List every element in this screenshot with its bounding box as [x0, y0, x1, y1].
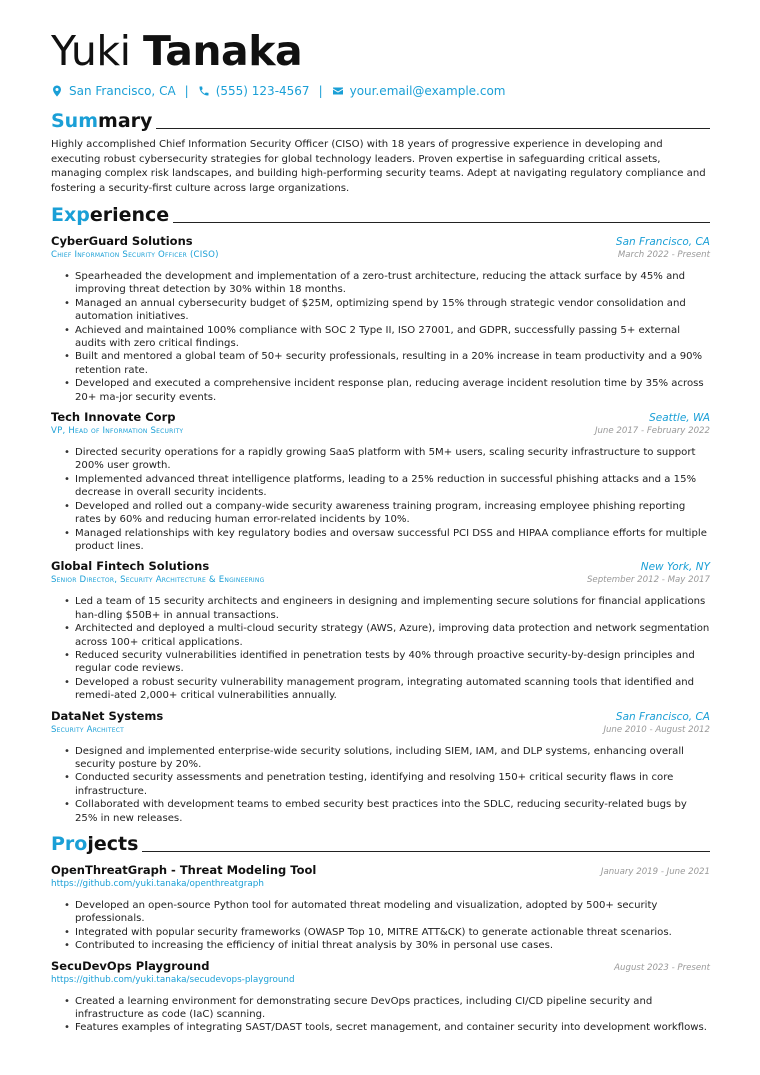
experience-entry — [51, 709, 710, 825]
job-location: New York, NY — [640, 561, 710, 574]
list-item: • Managed relationships with key regulatory bodies and oversaw successful PCI DSS and HIPAA compliance efforts for multiple product lines. — [64, 527, 710, 554]
list-item: • Developed a robust security vulnerability management program, integrating automated scanning tools that identified and remedi-ated 2,000+ critical vulnerabilities annually. — [64, 676, 710, 703]
last-name: Tanaka — [143, 27, 303, 75]
job-dates: June 2017 - February 2022 — [594, 426, 710, 437]
contact-separator: | — [184, 84, 189, 98]
job-title: Chief Information Security Officer (CISO) — [51, 250, 219, 260]
list-item: • Integrated with popular security frameworks (OWASP Top 10, MITRE ATT&CK) to generate actionable threat scenarios. — [64, 926, 710, 939]
list-item: • Contributed to increasing the efficiency of initial threat analysis by 30% in personal use cases. — [64, 939, 710, 952]
experience-entry — [51, 410, 710, 553]
location-pin-icon — [51, 85, 63, 97]
list-item: • Spearheaded the development and implementation of a zero-trust architecture, reducing the attack surface by 45% and improving threat detection by 30% within 18 months. — [64, 270, 710, 297]
location-text: San Francisco, CA — [69, 84, 176, 98]
contact-phone[interactable] — [198, 82, 310, 100]
summary-heading — [51, 110, 710, 132]
project-dates: August 2023 - Present — [614, 962, 710, 973]
list-item: • Managed an annual cybersecurity budget of $25M, optimizing spend by 15% through strategic vendor consolidation and automation initiatives. — [64, 297, 710, 324]
experience-title-rest: erience — [89, 204, 170, 226]
list-item: • Conducted security assessments and penetration testing, identifying and resolving 150+ critical security flaws in core infrastructure. — [64, 771, 710, 798]
list-item: • Features examples of integrating SAST/DAST tools, secret management, and container security into development workflows. — [64, 1021, 710, 1034]
job-dates: March 2022 - Present — [617, 250, 710, 260]
project-link[interactable]: https://github.com/yuki.tanaka/secudevops-playground — [51, 974, 295, 985]
company-name: Tech Innovate Corp — [51, 410, 176, 425]
resume-page — [51, 26, 710, 1035]
experience-title-highlight: Exp — [51, 204, 90, 226]
projects-heading — [51, 833, 710, 855]
contact-email[interactable] — [332, 82, 506, 100]
list-item: • Developed an open-source Python tool for automated threat modeling and visualization, adopted by 500+ security professionals. — [64, 899, 710, 926]
projects-title-rest: jects — [87, 833, 139, 855]
achievement-list — [64, 745, 710, 825]
job-title: Security Architect — [51, 724, 124, 735]
projects-title-highlight: Pro — [51, 833, 88, 855]
list-item: • Achieved and maintained 100% compliance with SOC 2 Type II, ISO 27001, and GDPR, successfully passing 5+ external audits with zero critical findings. — [64, 324, 710, 351]
section-divider — [142, 851, 710, 852]
job-location: San Francisco, CA — [615, 710, 710, 723]
email-text: your.email@example.com — [349, 84, 506, 98]
achievement-list — [64, 995, 710, 1035]
list-item: • Implemented advanced threat intelligence platforms, leading to a 25% reduction in successful phishing attacks and a 15% decrease in overall security incidents. — [64, 473, 710, 500]
experience-entry — [51, 559, 710, 702]
list-item: • Built and mentored a global team of 50+ security professionals, resulting in a 20% increase in team productivity and a 90% retention rate. — [64, 350, 710, 377]
achievement-list — [64, 899, 710, 953]
project-entry — [51, 959, 710, 1035]
experience-heading — [51, 204, 710, 226]
achievement-list — [64, 595, 710, 702]
contact-location — [51, 82, 176, 100]
list-item: • Reduced security vulnerabilities identified in penetration tests by 40% through proactive security-by-design principles and regular code reviews. — [64, 649, 710, 676]
experience-entry — [51, 234, 710, 404]
candidate-name — [51, 26, 710, 76]
project-entry — [51, 863, 710, 953]
company-name: DataNet Systems — [51, 708, 164, 723]
phone-icon — [198, 85, 210, 97]
job-location: Seattle, WA — [649, 412, 710, 425]
summary-title-highlight: Sum — [51, 110, 99, 132]
company-name: CyberGuard Solutions — [51, 234, 193, 248]
project-name: SecuDevOps Playground — [51, 958, 210, 973]
list-item: • Collaborated with development teams to embed security best practices into the SDLC, reducing security-related bugs by 25% in new releases. — [64, 798, 710, 825]
project-name: OpenThreatGraph - Threat Modeling Tool — [51, 863, 317, 877]
section-divider — [156, 128, 710, 129]
company-name: Global Fintech Solutions — [51, 559, 210, 574]
job-dates: September 2012 - May 2017 — [586, 575, 710, 586]
job-dates: June 2010 - August 2012 — [603, 724, 710, 735]
job-title: VP, Head of Information Security — [51, 426, 184, 437]
section-divider — [173, 222, 710, 223]
list-item: • Created a learning environment for demonstrating secure DevOps practices, including CI/CD pipeline security and infrastructure as code (IaC) scanning. — [64, 995, 710, 1022]
job-title: Senior Director, Security Architecture & Engineering — [51, 575, 265, 586]
project-dates: January 2019 - June 2021 — [600, 867, 710, 877]
achievement-list — [64, 270, 710, 404]
list-item: • Led a team of 15 security architects and engineers in designing and implementing secure solutions for financial applications han-dling $50B+ in annual transactions. — [64, 595, 710, 622]
list-item: • Directed security operations for a rapidly growing SaaS platform with 5M+ users, scaling security infrastructure to support 200% user growth. — [64, 446, 710, 473]
contact-line — [51, 82, 710, 100]
contact-separator: | — [318, 84, 323, 98]
summary-text: Highly accomplished Chief Information Security Officer (CISO) with 18 years of progressive experience in developing and executing robust cybersecurity strategies for global technology leaders. Proven expertise in safeguarding critical assets, managing complex risk landscapes, and building high-performing security teams. Adept at navigating regulatory compliance and fostering a security-first culture across large organizations. — [51, 139, 706, 194]
first-name: Yuki — [51, 27, 131, 75]
list-item: • Designed and implemented enterprise-wide security solutions, including SIEM, IAM, and DLP systems, enhancing overall security posture by 20%. — [64, 745, 710, 772]
phone-text: (555) 123-4567 — [215, 84, 310, 98]
job-location: San Francisco, CA — [615, 236, 710, 248]
list-item: • Developed and executed a comprehensive incident response plan, reducing average incident resolution time by 35% across 20+ ma-jor security events. — [64, 377, 710, 404]
envelope-icon — [332, 85, 344, 97]
list-item: • Developed and rolled out a company-wide security awareness training program, increasing employee phishing reporting rates by 60% and reducing human error-related incidents by 10%. — [64, 500, 710, 527]
project-link[interactable]: https://github.com/yuki.tanaka/openthreatgraph — [51, 879, 264, 889]
list-item: • Architected and deployed a multi-cloud security strategy (AWS, Azure), improving data protection and network segmentation across 100+ critical applications. — [64, 622, 710, 649]
achievement-list — [64, 446, 710, 553]
summary-title-rest: mary — [98, 110, 153, 132]
